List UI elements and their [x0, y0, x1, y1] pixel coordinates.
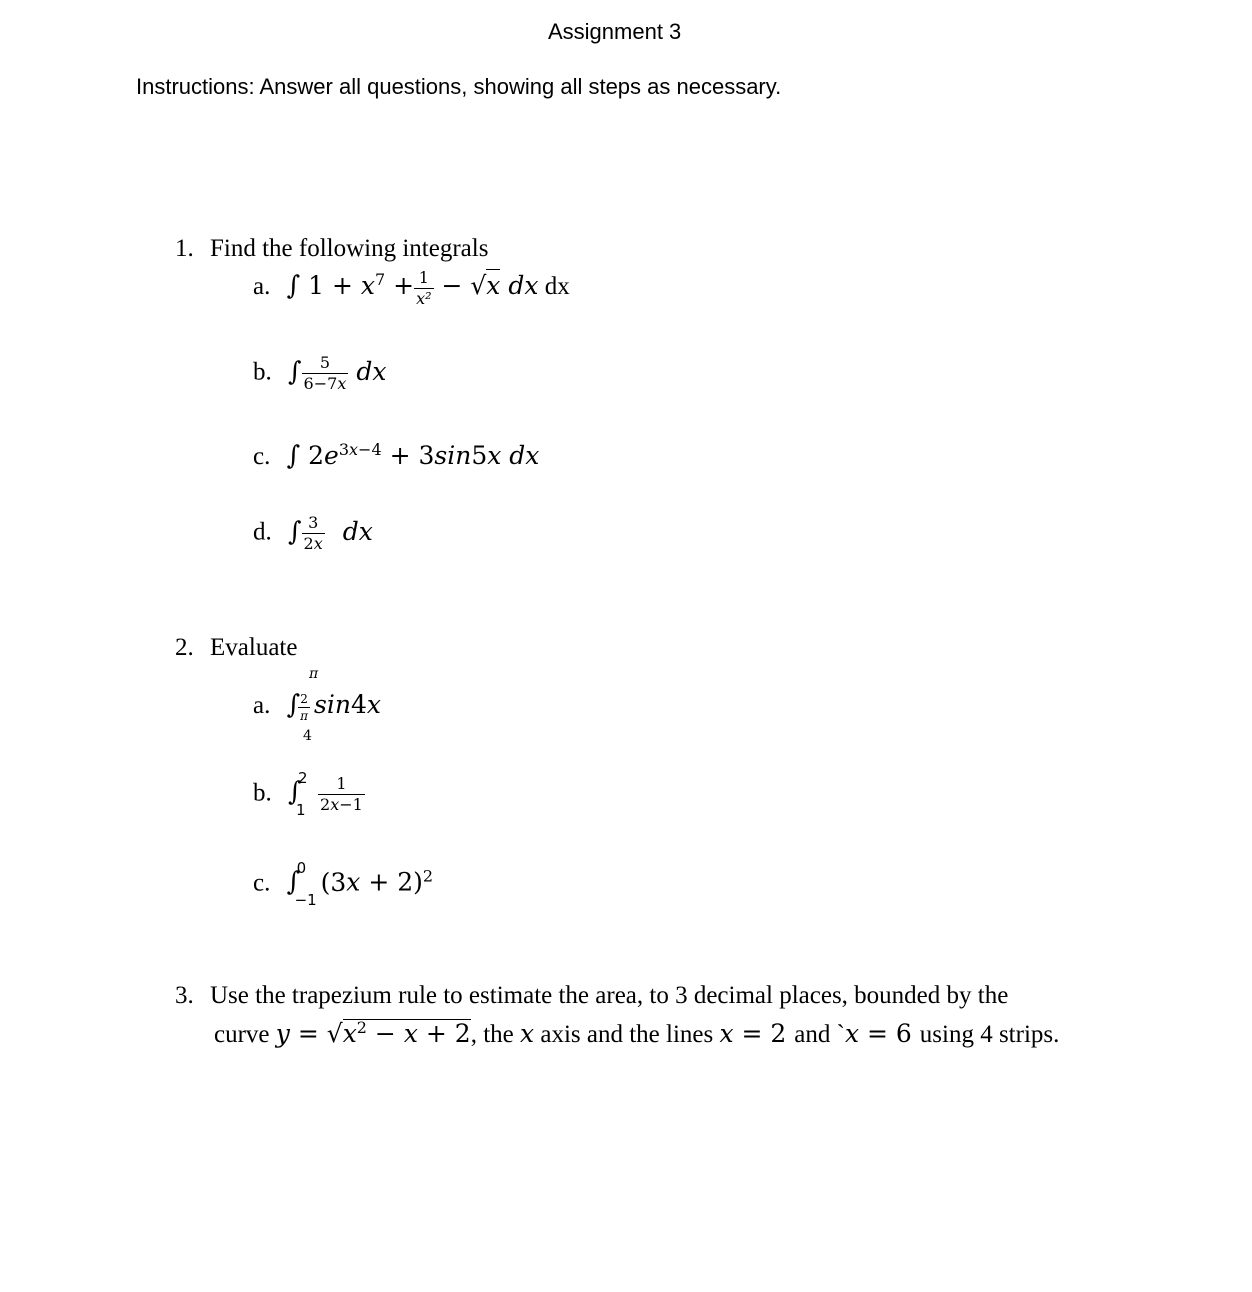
question-2a-limits: $\frac{2}{\pi}$ [300, 691, 309, 723]
question-3-number: 3. [175, 982, 194, 1009]
question-3-text-2d: and ` [794, 1021, 845, 1048]
question-2b-label: b. [253, 779, 272, 807]
question-2a-expr: sin [314, 690, 351, 719]
question-1b-label: b. [253, 358, 272, 386]
question-1a-exponent: 7 [374, 270, 386, 290]
question-2c: c. ∫ 0 −1 $(3x + 2)^2$ [253, 859, 434, 909]
question-2-text: Evaluate [210, 634, 298, 661]
question-3-x2: x [844, 1019, 860, 1048]
question-2a-label: a. [253, 692, 271, 719]
question-3-text-2e: using 4 strips. [919, 1021, 1060, 1048]
question-1a-label: a. [253, 273, 271, 301]
question-1a-expr-2: x [360, 271, 375, 301]
question-3-text-1: Use the trapezium rule to estimate the area, to 3 decimal places, bounded by the [210, 982, 1009, 1009]
question-2b [253, 769, 365, 819]
question-2b-fraction: $\frac{1}{2x-1}$ [320, 774, 363, 814]
instructions: Instructions: Answer all questions, showing all steps as necessary. [136, 74, 782, 99]
question-1c-exponent: 3x−4 [338, 440, 382, 459]
question-1a-dx: dx [500, 271, 539, 301]
integral-sign-icon: ∫ [286, 441, 301, 471]
question-3-text-2a: curve [214, 1021, 270, 1048]
question-2c-label: c. [253, 869, 271, 897]
question-1c-expr-2: sin [434, 441, 472, 470]
question-1-number: 1. [175, 235, 194, 262]
question-2-heading [175, 634, 297, 662]
question-1a-tail: dx [544, 273, 570, 301]
question-2-number: 2. [175, 634, 194, 661]
question-2a-bottom-4: 4 [303, 728, 312, 744]
question-2a-top-pi: π [309, 666, 319, 682]
question-1d-dx: dx [342, 516, 373, 546]
question-2c-expr-1: (3 [320, 867, 347, 897]
question-2a-line: a. ∫ $\frac{2}{\pi}$ sin4x [253, 690, 381, 723]
question-3-line-1 [175, 982, 1008, 1010]
page-title: Assignment 3 [548, 19, 682, 44]
question-3-text-2c: axis and the lines [540, 1021, 714, 1048]
question-1b-fraction: $\frac{5}{6-7x}$ [303, 353, 347, 393]
question-1b-dx: dx [356, 356, 387, 386]
question-3-x1: x [719, 1019, 734, 1048]
question-3-sqrt-expr: $x^2 - x + 2$ [342, 1018, 471, 1048]
question-1c-e: e [324, 441, 339, 470]
integral-sign-icon: ∫ [288, 516, 302, 547]
question-3-y: y [275, 1019, 290, 1048]
question-1-heading [175, 235, 488, 263]
question-1a-fraction: $\frac{1}{\text{x²}}$ [416, 268, 432, 308]
integral-sign-icon: ∫ [286, 271, 301, 302]
question-1a [253, 270, 570, 307]
question-3-x-axis-var: x [519, 1019, 535, 1048]
question-2b-integral: ∫ 2 1 [288, 769, 308, 819]
question-3-line-2: curve $y = √x^2 - x + 2$, the x axis and the lines x = 2 and `x = 6 using 4 strips. [214, 1018, 1060, 1048]
question-1a-plus: + [385, 271, 415, 301]
question-3-text-2b: , the [470, 1021, 514, 1048]
question-1c-label: c. [253, 443, 271, 470]
question-1c: c. ∫ $2e^{3x-4} + 3\sin 5x$ dx [253, 440, 540, 471]
question-1a-sqrt-x: x [486, 271, 501, 301]
question-2c-exponent: 2 [422, 866, 434, 886]
question-1d-label: d. [253, 518, 272, 546]
question-2c-integral: ∫ 0 −1 [286, 859, 317, 909]
question-1c-plus: + 3 [381, 441, 435, 470]
question-1a-expr-1: 1 + [300, 271, 361, 301]
question-1d-fraction: $\frac{3}{2x}$ [303, 513, 323, 553]
integral-sign-icon: ∫ [286, 690, 301, 720]
question-1-text: Find the following integrals [210, 235, 489, 262]
question-1b [253, 355, 386, 393]
question-1c-dx: x dx [487, 441, 540, 470]
integral-sign-icon: ∫ [288, 356, 302, 387]
question-1c-expr-1: 2 [300, 441, 325, 470]
question-1d [253, 515, 373, 553]
question-1a-minus: − √ [433, 271, 487, 301]
